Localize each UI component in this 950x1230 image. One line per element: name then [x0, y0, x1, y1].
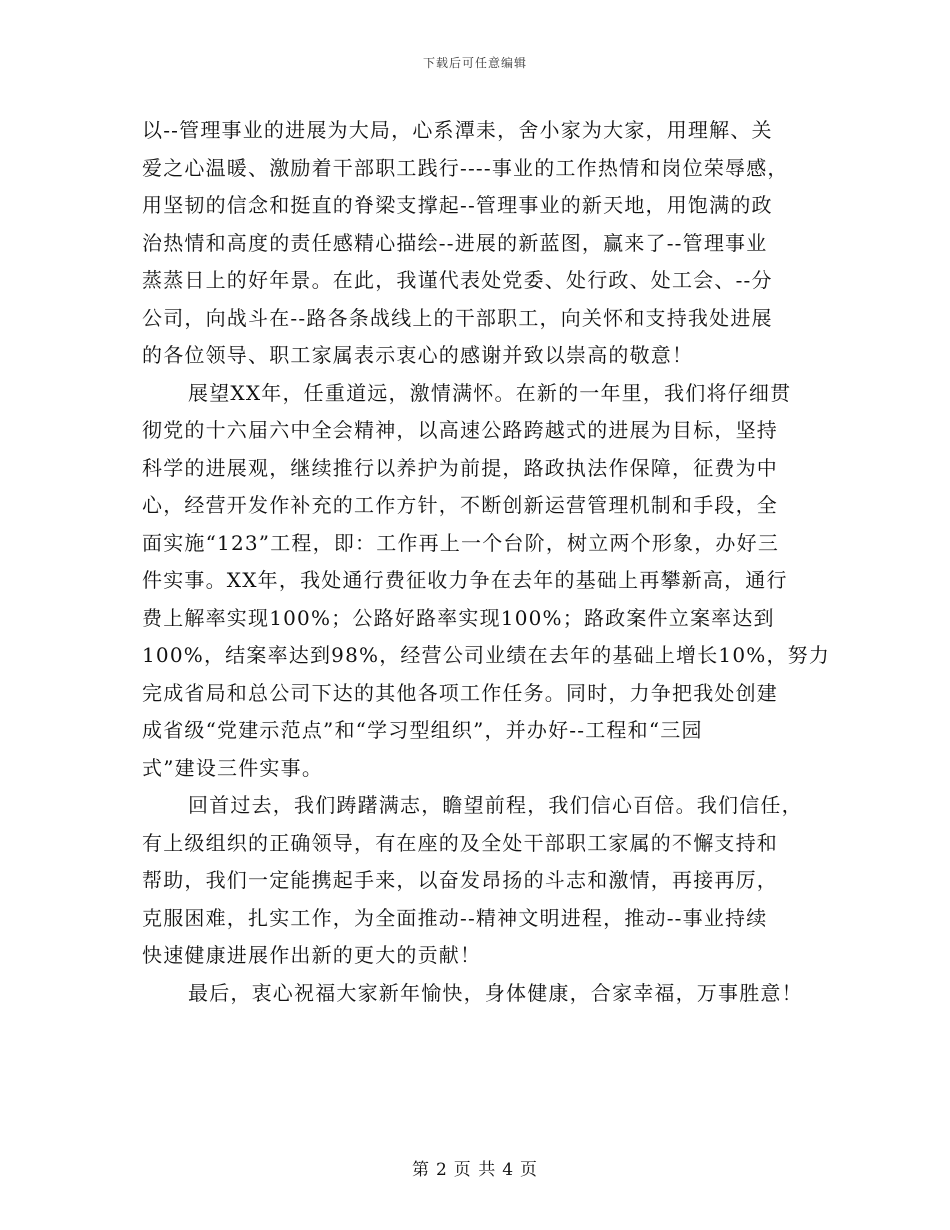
text-line: 面实施“123”工程，即：工作再上一个台阶，树立两个形象，办好三: [142, 530, 780, 555]
text-line: 有上级组织的正确领导，有在座的及全处干部职工家属的不懈支持和: [142, 830, 778, 855]
header-note: 下载后可任意编辑: [422, 56, 527, 70]
text-line: 公司，向战斗在--路各条战线上的干部职工，向关怀和支持我处进展: [142, 305, 773, 330]
text-line: 展望XX年，任重道远，激情满怀。在新的一年里，我们将仔细贯: [188, 380, 792, 405]
text-line: 快速健康进展作出新的更大的贡献！: [142, 943, 482, 967]
text-line: 科学的进展观，继续推行以养护为前提，路政执法作保障，征费为中: [142, 455, 778, 480]
text-line: 式”建设三件实事。: [142, 755, 324, 780]
text-line: 彻党的十六届六中全会精神，以高速公路跨越式的进展为目标，坚持: [142, 418, 778, 442]
text-line: 爱之心温暖、激励着干部职工践行----事业的工作热情和岗位荣辱感，: [142, 155, 789, 180]
text-line: 帮助，我们一定能携起手来，以奋发昂扬的斗志和激情，再接再厉，: [142, 868, 778, 892]
text-line: 100%，结案率达到98%，经营公司业绩在去年的基础上增长10%，努力: [142, 643, 831, 667]
text-line: 回首过去，我们踌躇满志，瞻望前程，我们信心百倍。我们信任，: [188, 793, 803, 817]
text-line: 费上解率实现100%；公路好路率实现100%；路政案件立案率达到: [142, 605, 775, 630]
text-line: 蒸蒸日上的好年景。在此，我谨代表处党委、处行政、处工会、--分: [142, 268, 773, 292]
text-line: 成省级“党建示范点”和“学习型组织”，并办好--工程和“三园: [142, 718, 703, 742]
current-page-number: 2: [435, 1160, 448, 1180]
text-line: 最后，衷心祝福大家新年愉快，身体健康，合家幸福，万事胜意！: [188, 980, 803, 1005]
text-line: 的各位领导、职工家属表示衷心的感谢并致以崇高的敬意！: [142, 343, 694, 367]
total-page-count: 4: [502, 1160, 515, 1180]
text-line: 心，经营开发作补充的工作方针，不断创新运营管理机制和手段，全: [142, 493, 778, 517]
document-body: [142, 112, 831, 1012]
text-line: 完成省局和总公司下达的其他各项工作任务。同时，力争把我处创建: [142, 680, 778, 705]
text-line: 用坚韧的信念和挺直的脊梁支撑起--管理事业的新天地，用饱满的政: [142, 193, 773, 217]
text-line: 件实事。XX年，我处通行费征收力争在去年的基础上再攀新高，通行: [142, 568, 788, 592]
text-line: 克服困难，扎实工作，为全面推动--精神文明进程，推动--事业持续: [142, 905, 768, 930]
text-line: 以--管理事业的进展为大局，心系潭耒，舍小家为大家，用理解、关: [142, 118, 773, 142]
page-label-mid: 页 共: [453, 1160, 497, 1180]
paragraph-4: [142, 975, 810, 1013]
page-number-footer: [0, 1155, 950, 1180]
paragraph-2: [142, 375, 831, 788]
paragraph-1: [142, 112, 810, 375]
page-label-suffix: 页: [520, 1160, 539, 1180]
paragraph-3: [142, 787, 810, 975]
page-label-prefix: 第: [411, 1160, 430, 1180]
text-line: 治热情和高度的责任感精心描绘--进展的新蓝图，赢来了--管理事业: [142, 230, 768, 255]
